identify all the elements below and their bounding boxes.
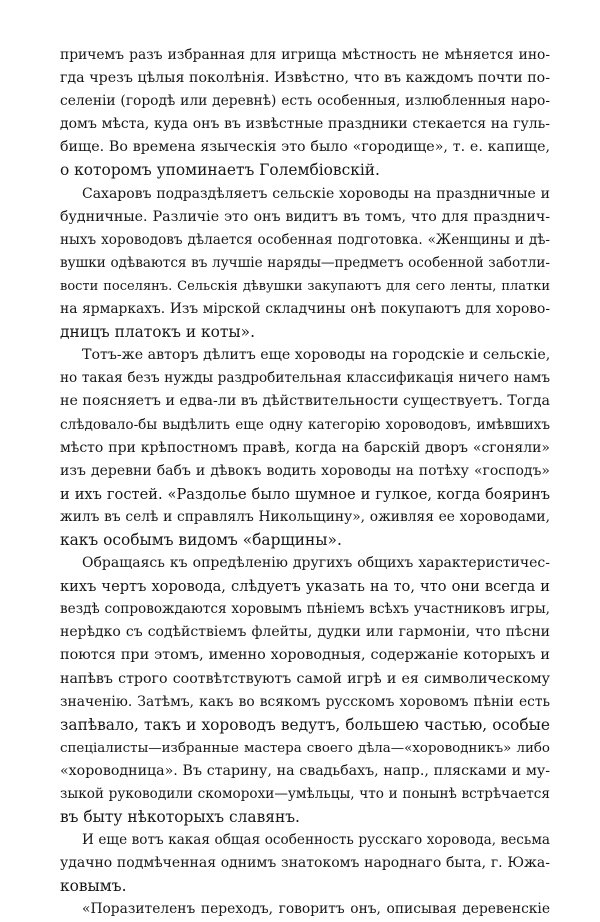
- text-line: зыкой руководили скоморохи—умѣльцы, что и понынѣ встрѣчается: [60, 786, 550, 802]
- paragraph-5: [60, 829, 550, 898]
- text-line: бище. Во времена языческія это было «городище», т. е. капище,: [60, 139, 550, 156]
- text-line: поются при этомъ, именно хороводныя, содержаніе которыхъ и: [60, 647, 550, 664]
- text-line: нерѣдко съ содѣйствіемъ флейты, дудки или гармоніи, что пѣсни: [60, 624, 550, 641]
- text-line: Обращаясь къ опредѣленію другихъ общихъ характеристичес-: [82, 555, 550, 572]
- text-line: въ быту нѣкоторыхъ славянъ.: [60, 808, 300, 827]
- text-line: удачно подмѣченная однимъ знатокомъ народнаго быта, г. Южа-: [60, 855, 550, 872]
- paragraph-4: [60, 552, 550, 829]
- text-line: дницъ платокъ и коты».: [60, 323, 255, 342]
- book-page: [60, 44, 550, 922]
- text-line: значенію. Затѣмъ, какъ во всякомъ русскомъ хоровомъ пѣніи есть: [60, 693, 550, 710]
- paragraph-1: [60, 44, 550, 183]
- text-line: и ихъ гостей. «Раздолье было шумное и гулкое, когда бояринъ: [60, 485, 550, 503]
- text-line: ныхъ хороводовъ дѣлается особенная подготовка. «Женщины и дѣ-: [60, 231, 550, 248]
- text-line: «хороводница». Въ старину, на свадьбахъ, напр., плясками и му-: [60, 762, 550, 779]
- text-line: запѣвало, такъ и хороводъ ведутъ, большею частью, особые: [60, 715, 550, 734]
- text-line: селенiи (городѣ или деревнѣ) есть особенныя, излюбленныя наро-: [60, 93, 550, 110]
- text-line: Сахаровъ подраздѣляетъ сельскіе хороводы на праздничные и: [82, 185, 550, 202]
- text-line: слѣдовало-бы выдѣлить еще одну категорію хороводовъ, имѣвшихъ: [60, 416, 550, 433]
- text-line: гда чрезъ цѣлыя поколѣнія. Извѣстно, что въ каждомъ почти по-: [60, 70, 550, 87]
- text-line: но такая безъ нужды раздробительная классификація ничего намъ: [60, 370, 550, 387]
- text-line: вездѣ сопровождаются хоровымъ пѣніемъ всѣхъ участниковъ игры,: [60, 601, 550, 618]
- text-line: о которомъ упоминаетъ Голембіовскій.: [60, 161, 380, 180]
- text-line: домъ мѣста, куда онъ въ извѣстные праздники стекается на гуль-: [60, 116, 550, 133]
- text-line: Тотъ-же авторъ дѣлитъ еще хороводы на городскіе и сельскіе,: [82, 347, 550, 364]
- text-line: изъ деревни бабъ и дѣвокъ водить хороводы на потѣху «господъ»: [60, 462, 550, 479]
- text-line: И еще вотъ какая общая особенность русскаго хоровода, весьма: [82, 832, 550, 849]
- text-line: будничные. Различіе это онъ видитъ въ томъ, что для празднич-: [60, 208, 550, 225]
- text-line: вушки одѣваются въ лучшіе наряды—предметъ особенной заботли-: [60, 254, 550, 271]
- text-line: «Поразителенъ переходъ, говоритъ онъ, описывая деревенскіе: [82, 901, 550, 918]
- text-line: не поясняетъ и едва-ли въ дѣйствительности существуетъ. Тогда: [60, 393, 550, 410]
- text-line: напѣвъ строго соотвѣтствуютъ самой игрѣ и ея символическому: [60, 670, 550, 687]
- text-line: жилъ въ селѣ и справлялъ Никольщину», оживляя ее хороводами,: [60, 508, 550, 525]
- paragraph-2: [60, 183, 550, 345]
- paragraph-3: [60, 344, 550, 552]
- text-line: кихъ чертъ хоровода, слѣдуетъ указать на то, что они всегда и: [60, 578, 550, 596]
- paragraph-6: [60, 898, 550, 921]
- text-line: причемъ разъ избранная для игрища мѣстность не мѣняется ино-: [60, 47, 550, 63]
- text-line: вости поселянъ. Сельскія дѣвушки закупаютъ для сего ленты, платки: [60, 278, 550, 294]
- text-line: мѣсто при крѣпостномъ правѣ, когда на барскій дворъ «сгоняли»: [60, 439, 550, 456]
- text-line: ковымъ.: [60, 877, 127, 896]
- text-line: на ярмаркахъ. Изъ мірской складчины онѣ покупаютъ для хорово-: [60, 301, 550, 318]
- text-line: спеціалисты—избранные мастера своего дѣла—«хороводникъ» либо: [60, 740, 550, 756]
- text-line: какъ особымъ видомъ «барщины».: [60, 530, 342, 549]
